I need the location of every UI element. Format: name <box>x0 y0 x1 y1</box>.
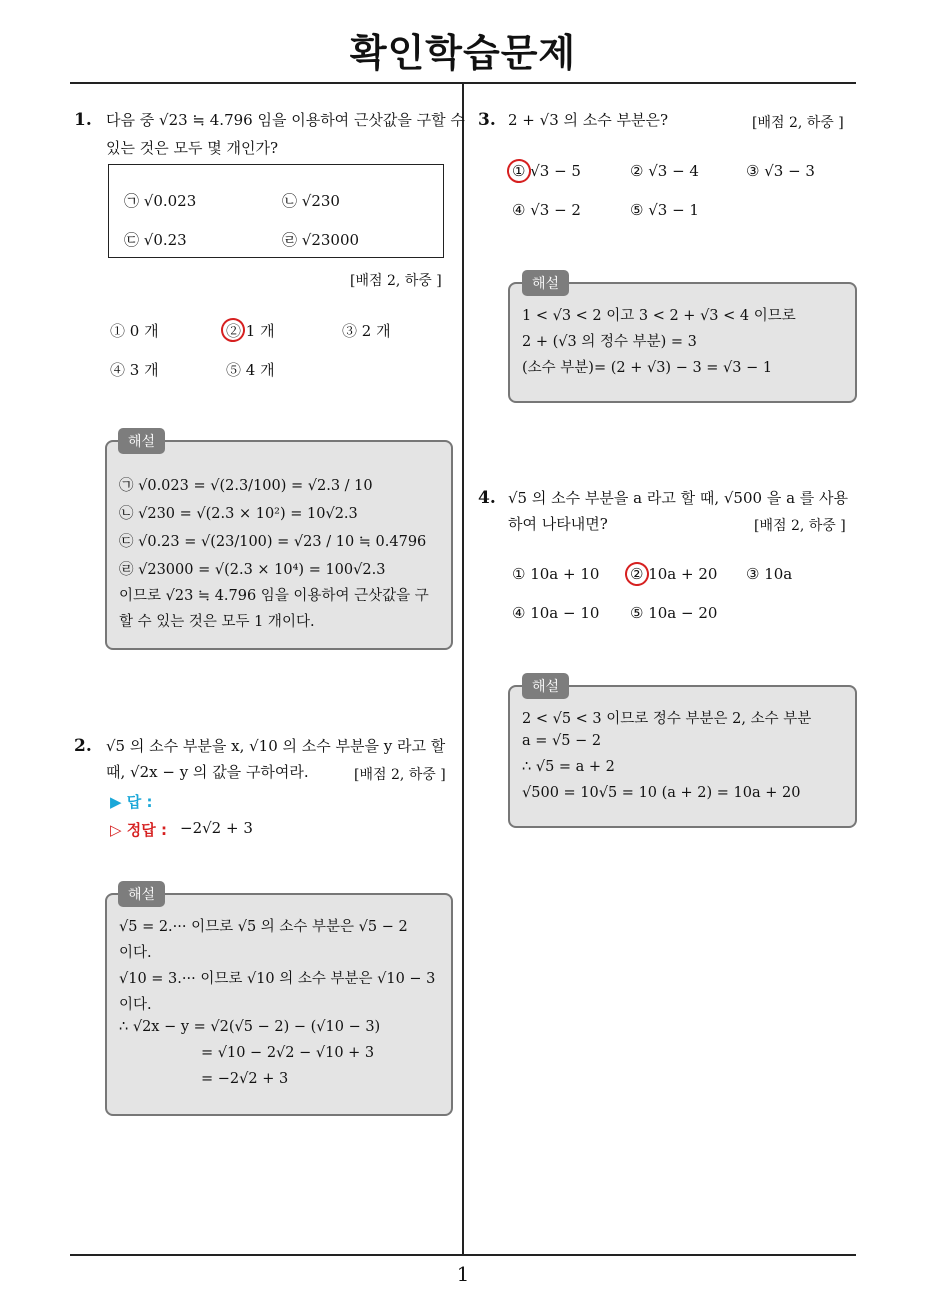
q3-score: [배점 2, 하중 ] <box>752 115 844 131</box>
q3-option-1[interactable]: ① √3 − 5 <box>512 162 581 180</box>
q1-option-5[interactable]: ⑤ 4 개 <box>226 361 275 379</box>
q3-option-5[interactable]: ⑤ √3 − 1 <box>630 201 699 219</box>
page-title: 확인학습문제 <box>349 31 577 75</box>
q4-option-2[interactable]: ② 10a + 20 <box>630 565 718 583</box>
q3-solution-line: 1 < √3 < 2 이고 3 < 2 + √3 < 4 이므로 <box>522 308 796 324</box>
q4-text-line1: √5 의 소수 부분을 a 라고 할 때, √500 을 a 를 사용 <box>508 489 849 507</box>
solution-tag: 해설 <box>522 673 569 699</box>
q1-number: 1. <box>74 110 92 130</box>
q3-text-line1: 2 + √3 의 소수 부분은? <box>508 111 669 129</box>
q4-option-1[interactable]: ① 10a + 10 <box>512 565 600 583</box>
q2-answer-label: ▶ 답 : <box>110 793 153 811</box>
q1-box-item: ㉡ √230 <box>282 192 340 210</box>
q1-box-item: ㉣ √23000 <box>282 231 360 249</box>
q4-text-line2: 하여 나타내면? <box>508 515 608 533</box>
q3-number: 3. <box>478 110 496 130</box>
q1-box-item: ㉢ √0.23 <box>124 231 187 249</box>
q1-solution-line: ㉠ √0.023 = √(2.3/100) = √2.3 / 10 <box>119 478 373 494</box>
q1-solution-line: ㉣ √23000 = √(2.3 × 10⁴) = 100√2.3 <box>119 562 386 578</box>
q2-number: 2. <box>74 736 92 756</box>
q2-solution-line: ∴ √2x − y = √2(√5 − 2) − (√10 − 3) <box>119 1019 381 1035</box>
q2-score: [배점 2, 하중 ] <box>354 767 446 783</box>
q4-solution-line: a = √5 − 2 <box>522 733 602 749</box>
footer-rule <box>70 1254 856 1256</box>
q2-solution-line: = √10 − 2√2 − √10 + 3 <box>201 1045 375 1061</box>
column-divider <box>462 84 464 1256</box>
q4-score: [배점 2, 하중 ] <box>754 518 846 534</box>
q3-option-3[interactable]: ③ √3 − 3 <box>746 162 815 180</box>
solution-tag: 해설 <box>118 428 165 454</box>
solution-tag: 해설 <box>118 881 165 907</box>
q1-score: [배점 2, 하중 ] <box>350 273 442 289</box>
q4-option-5[interactable]: ⑤ 10a − 20 <box>630 604 718 622</box>
q1-text-line2: 있는 것은 모두 몇 개인가? <box>106 139 279 157</box>
q1-option-4[interactable]: ④ 3 개 <box>110 361 159 379</box>
q1-box-item: ㉠ √0.023 <box>124 192 197 210</box>
q2-solution-line: √5 = 2.··· 이므로 √5 의 소수 부분은 √5 − 2 <box>119 919 408 935</box>
q4-solution-line: ∴ √5 = a + 2 <box>522 759 615 775</box>
q2-text-line2: 때, √2x − y 의 값을 구하여라. <box>106 763 309 781</box>
q2-solution-line: = −2√2 + 3 <box>201 1071 289 1087</box>
q1-solution-line: ㉡ √230 = √(2.3 × 10²) = 10√2.3 <box>119 506 358 522</box>
q1-solution-line: 할 수 있는 것은 모두 1 개이다. <box>119 614 315 630</box>
q2-solution-line: 이다. <box>119 945 152 961</box>
q2-text-line1: √5 의 소수 부분을 x, √10 의 소수 부분을 y 라고 할 <box>106 737 446 755</box>
q4-solution-line: √500 = 10√5 = 10 (a + 2) = 10a + 20 <box>522 785 801 801</box>
solution-tag: 해설 <box>522 270 569 296</box>
q1-option-2[interactable]: ② 1 개 <box>226 322 275 340</box>
q3-option-4[interactable]: ④ √3 − 2 <box>512 201 581 219</box>
q4-option-4[interactable]: ④ 10a − 10 <box>512 604 600 622</box>
q2-correct-label: ▷ 정답 : <box>110 821 167 839</box>
q1-option-1[interactable]: ① 0 개 <box>110 322 159 340</box>
q3-option-2[interactable]: ② √3 − 4 <box>630 162 699 180</box>
q2-solution-line: 이다. <box>119 997 152 1013</box>
q4-number: 4. <box>478 488 496 508</box>
q1-option-3[interactable]: ③ 2 개 <box>342 322 391 340</box>
q4-solution-line: 2 < √5 < 3 이므로 정수 부분은 2, 소수 부분 <box>522 711 812 727</box>
q1-solution-line: 이므로 √23 ≒ 4.796 임을 이용하여 근삿값을 구 <box>119 588 429 604</box>
q1-solution-line: ㉢ √0.23 = √(23/100) = √23 / 10 ≒ 0.4796 <box>119 534 427 550</box>
q2-correct-value: −2√2 + 3 <box>180 819 253 837</box>
q4-option-3[interactable]: ③ 10a <box>746 565 793 583</box>
page-number: 1 <box>456 1262 470 1286</box>
q3-solution-line: 2 + (√3 의 정수 부분) = 3 <box>522 334 697 350</box>
q2-solution-line: √10 = 3.··· 이므로 √10 의 소수 부분은 √10 − 3 <box>119 971 436 987</box>
q3-solution-line: (소수 부분)= (2 + √3) − 3 = √3 − 1 <box>522 360 773 376</box>
q1-text-line1: 다음 중 √23 ≒ 4.796 임을 이용하여 근삿값을 구할 수 <box>106 111 465 129</box>
